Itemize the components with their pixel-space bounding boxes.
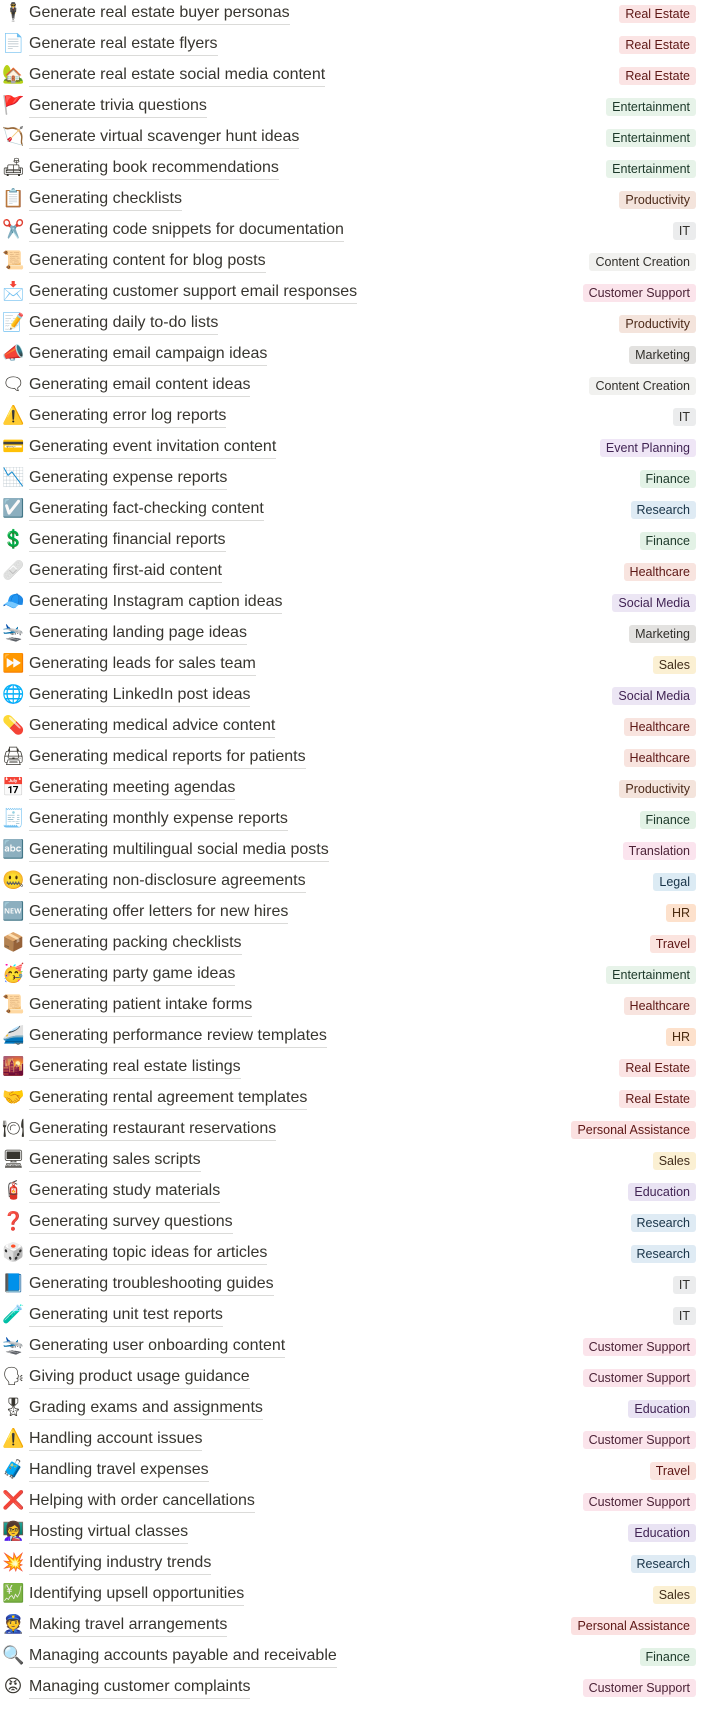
list-item[interactable] [0,217,707,248]
list-item[interactable] [0,465,707,496]
item-title-link[interactable]: Generating leads for sales team [29,654,256,676]
item-title-link[interactable]: Generating user onboarding content [29,1336,285,1358]
memo-icon: 📝 [2,312,25,333]
item-title-link[interactable]: Helping with order cancellations [29,1491,255,1513]
item-title-link[interactable]: Generate real estate social media content [29,65,325,87]
category-tag: Entertainment [606,160,696,178]
category-tag: Healthcare [624,718,696,736]
airplane-arrival-icon: 🛬 [2,622,25,643]
category-tag: Travel [650,935,696,953]
chart-decreasing-icon: 📉 [2,467,25,488]
category-tag: Customer Support [583,1431,696,1449]
category-tag: Education [628,1400,696,1418]
teacher-icon: 👩‍🏫 [2,1521,25,1542]
item-title-link[interactable]: Managing customer complaints [29,1677,250,1699]
category-tag: Marketing [629,346,696,364]
bullet-train-icon: 🚄 [2,1025,25,1046]
list-item[interactable] [0,1674,707,1705]
zipper-mouth-icon: 🤐 [2,870,25,891]
item-title-link[interactable]: Generating Instagram caption ideas [29,592,282,614]
item-title-link[interactable]: Generating medical reports for patients [29,747,306,769]
item-title-link[interactable]: Generating medical advice content [29,716,275,738]
category-tag: Entertainment [606,98,696,116]
party-face-icon: 🥳 [2,963,25,984]
scroll-icon: 📜 [2,250,25,271]
item-title-link[interactable]: Generating offer letters for new hires [29,902,288,924]
list-item[interactable] [0,744,707,775]
item-title-link[interactable]: Generating daily to-do lists [29,313,218,335]
category-tag: Real Estate [619,1059,696,1077]
item-title-link[interactable]: Generating error log reports [29,406,226,428]
city-sunset-icon: 🌇 [2,1056,25,1077]
category-tag: Entertainment [606,966,696,984]
category-tag: Education [628,1524,696,1542]
list-item[interactable] [0,0,707,31]
item-title-link[interactable]: Generating monthly expense reports [29,809,288,831]
fast-forward-icon: ⏩ [2,653,25,674]
list-item[interactable] [0,992,707,1023]
category-tag: Personal Assistance [571,1617,696,1635]
printer-icon: 🖨 [2,746,25,767]
item-title-link[interactable]: Generating meeting agendas [29,778,235,800]
speaking-head-icon: 🗣 [2,1366,25,1387]
list-item[interactable] [0,930,707,961]
speech-bubble-icon: 🗨 [2,374,25,395]
category-tag: Real Estate [619,1090,696,1108]
plate-cutlery-icon: 🍽 [2,1118,25,1139]
item-title-link[interactable]: Giving product usage guidance [29,1367,250,1389]
category-tag: Entertainment [606,129,696,147]
item-title-link[interactable]: Generating multilingual social media posts [29,840,329,862]
cap-icon: 🧢 [2,591,25,612]
item-title-link[interactable]: Generating email campaign ideas [29,344,267,366]
item-title-link[interactable]: Identifying upsell opportunities [29,1584,244,1606]
list-item[interactable] [0,372,707,403]
warning-icon: ⚠️ [2,405,25,426]
category-tag: Sales [653,1586,696,1604]
businessman-icon: 🕴 [2,2,25,23]
check-box-icon: ☑️ [2,498,25,519]
item-title-link[interactable]: Generating financial reports [29,530,226,552]
list-item[interactable] [0,1147,707,1178]
luggage-icon: 🧳 [2,1459,25,1480]
item-title-link[interactable]: Hosting virtual classes [29,1522,188,1544]
magnifying-glass-icon: 🔍 [2,1645,25,1666]
item-title-link[interactable]: Generating patient intake forms [29,995,252,1017]
item-title-link[interactable]: Generating fact-checking content [29,499,264,521]
translate-icon: 🔤 [2,839,25,860]
category-tag: Real Estate [619,36,696,54]
category-tag: Real Estate [619,5,696,23]
item-title-link[interactable]: Generating event invitation content [29,437,276,459]
category-tag: Sales [653,1152,696,1170]
list-item[interactable] [0,310,707,341]
category-tag: Sales [653,656,696,674]
category-tag: Translation [623,842,696,860]
package-icon: 📦 [2,932,25,953]
category-tag: IT [673,222,696,240]
item-title-link[interactable]: Generating real estate listings [29,1057,241,1079]
category-tag: Research [631,1214,697,1232]
blue-book-icon: 📘 [2,1273,25,1294]
category-tag: Productivity [619,191,696,209]
category-tag: Finance [640,532,696,550]
category-tag: Research [631,1245,697,1263]
list-item[interactable] [0,1302,707,1333]
item-title-link[interactable]: Generating party game ideas [29,964,235,986]
item-title-link[interactable]: Generating code snippets for documentation [29,220,344,242]
scissors-icon: ✂️ [2,219,25,240]
item-title-link[interactable]: Generating unit test reports [29,1305,223,1327]
category-tag: Personal Assistance [571,1121,696,1139]
list-item[interactable] [0,1116,707,1147]
category-tag: Education [628,1183,696,1201]
list-item[interactable] [0,837,707,868]
handshake-icon: 🤝 [2,1087,25,1108]
list-item[interactable] [0,868,707,899]
item-title-link[interactable]: Generating book recommendations [29,158,279,180]
list-item[interactable] [0,1178,707,1209]
item-title-link[interactable]: Generate trivia questions [29,96,207,118]
item-title-link[interactable]: Generating checklists [29,189,182,211]
list-item[interactable] [0,1426,707,1457]
list-item[interactable] [0,434,707,465]
category-tag: Customer Support [583,284,696,302]
receipt-icon: 🧾 [2,808,25,829]
list-item[interactable] [0,713,707,744]
category-tag: Legal [653,873,696,891]
list-item[interactable] [0,558,707,589]
list-item[interactable] [0,620,707,651]
list-item[interactable] [0,899,707,930]
couch-icon: 🛋 [2,157,25,178]
globe-icon: 🌐 [2,684,25,705]
category-tag: Social Media [612,687,696,705]
list-item[interactable] [0,1395,707,1426]
category-tag: Content Creation [589,377,696,395]
calendar-icon: 📅 [2,777,25,798]
megaphone-icon: 📣 [2,343,25,364]
list-item[interactable] [0,124,707,155]
item-title-link[interactable]: Generate virtual scavenger hunt ideas [29,127,299,149]
page-icon: 📄 [2,33,25,54]
list-item[interactable] [0,1240,707,1271]
question-mark-icon: ❓ [2,1211,25,1232]
list-item[interactable] [0,93,707,124]
category-tag: Research [631,501,697,519]
item-title-link[interactable]: Generating landing page ideas [29,623,247,645]
category-tag: Research [631,1555,697,1573]
item-title-link[interactable]: Generating topic ideas for articles [29,1243,267,1265]
red-cross-icon: ❌ [2,1490,25,1511]
airplane-arrival-icon: 🛬 [2,1335,25,1356]
list-item[interactable] [0,1333,707,1364]
item-title-link[interactable]: Generating sales scripts [29,1150,201,1172]
officer-icon: 👮 [2,1614,25,1635]
list-item[interactable] [0,1023,707,1054]
category-tag: Healthcare [624,749,696,767]
category-tag: Content Creation [589,253,696,271]
item-title-link[interactable]: Handling travel expenses [29,1460,209,1482]
dollar-sign-icon: 💲 [2,529,25,550]
category-tag: Healthcare [624,997,696,1015]
item-title-link[interactable]: Generating survey questions [29,1212,233,1234]
item-title-link[interactable]: Handling account issues [29,1429,202,1451]
pill-icon: 💊 [2,715,25,736]
bow-arrow-icon: 🏹 [2,126,25,147]
list-item[interactable] [0,1643,707,1674]
item-title-link[interactable]: Generate real estate buyer personas [29,3,290,25]
list-item[interactable] [0,62,707,93]
item-title-link[interactable]: Generating customer support email responses [29,282,357,304]
item-title-link[interactable]: Generating content for blog posts [29,251,266,273]
house-garden-icon: 🏡 [2,64,25,85]
list-item[interactable] [0,527,707,558]
clipboard-icon: 📋 [2,188,25,209]
new-badge-icon: 🆕 [2,901,25,922]
category-tag: Finance [640,1648,696,1666]
item-title-link[interactable]: Generating email content ideas [29,375,250,397]
list-item[interactable] [0,1209,707,1240]
warning-icon: ⚠️ [2,1428,25,1449]
list-item[interactable] [0,1085,707,1116]
category-tag: Event Planning [600,439,696,457]
item-title-link[interactable]: Managing accounts payable and receivable [29,1646,337,1668]
category-tag: Real Estate [619,67,696,85]
category-tag: Customer Support [583,1679,696,1697]
category-tag: Customer Support [583,1338,696,1356]
fire-extinguisher-icon: 🧯 [2,1180,25,1201]
category-tag: IT [673,408,696,426]
category-tag: Finance [640,470,696,488]
red-flag-icon: 🚩 [2,95,25,116]
scroll-icon: 📜 [2,994,25,1015]
list-item[interactable] [0,1457,707,1488]
list-item[interactable] [0,775,707,806]
list-item[interactable] [0,1271,707,1302]
list-item[interactable] [0,155,707,186]
item-title-link[interactable]: Grading exams and assignments [29,1398,263,1420]
collision-icon: 💥 [2,1552,25,1573]
list-item[interactable] [0,961,707,992]
item-title-link[interactable]: Generating troubleshooting guides [29,1274,274,1296]
list-item[interactable] [0,1550,707,1581]
item-title-link[interactable]: Generating LinkedIn post ideas [29,685,250,707]
list-item[interactable] [0,248,707,279]
dice-icon: 🎲 [2,1242,25,1263]
list-item[interactable] [0,682,707,713]
bandage-icon: 🩹 [2,560,25,581]
category-tag: Travel [650,1462,696,1480]
category-tag: Customer Support [583,1493,696,1511]
list-item[interactable] [0,1054,707,1085]
list-item[interactable] [0,1488,707,1519]
desktop-computer-icon: 🖥 [2,1149,25,1170]
list-item[interactable] [0,651,707,682]
medal-icon: 🎖 [2,1397,25,1418]
category-tag: Customer Support [583,1369,696,1387]
list-item[interactable] [0,1519,707,1550]
item-title-link[interactable]: Making travel arrangements [29,1615,227,1637]
list-item[interactable] [0,496,707,527]
item-title-link[interactable]: Identifying industry trends [29,1553,211,1575]
item-title-link[interactable]: Generating rental agreement templates [29,1088,307,1110]
category-tag: Healthcare [624,563,696,581]
item-title-link[interactable]: Generating performance review templates [29,1026,327,1048]
list-item[interactable] [0,403,707,434]
category-tag: HR [666,1028,696,1046]
item-title-link[interactable]: Generating first-aid content [29,561,222,583]
item-title-link[interactable]: Generating expense reports [29,468,227,490]
list-item[interactable] [0,1581,707,1612]
category-tag: Social Media [612,594,696,612]
list-item[interactable] [0,1364,707,1395]
item-title-link[interactable]: Generating non-disclosure agreements [29,871,306,893]
list-item[interactable] [0,589,707,620]
category-tag: Finance [640,811,696,829]
list-item[interactable] [0,31,707,62]
category-tag: Marketing [629,625,696,643]
category-tag: Productivity [619,780,696,798]
category-tag: HR [666,904,696,922]
envelope-arrow-icon: 📩 [2,281,25,302]
item-title-link[interactable]: Generate real estate flyers [29,34,218,56]
test-tube-icon: 🧪 [2,1304,25,1325]
category-tag: Productivity [619,315,696,333]
list-item[interactable] [0,186,707,217]
list-item[interactable] [0,806,707,837]
category-tag: IT [673,1276,696,1294]
list-item[interactable] [0,1612,707,1643]
list-item[interactable] [0,279,707,310]
chart-yen-icon: 💹 [2,1583,25,1604]
list-item[interactable] [0,341,707,372]
angry-face-icon: 😡 [3,1676,23,1697]
item-title-link[interactable]: Generating study materials [29,1181,220,1203]
credit-card-icon: 💳 [2,436,25,457]
item-title-link[interactable]: Generating restaurant reservations [29,1119,276,1141]
item-title-link[interactable]: Generating packing checklists [29,933,242,955]
category-tag: IT [673,1307,696,1325]
